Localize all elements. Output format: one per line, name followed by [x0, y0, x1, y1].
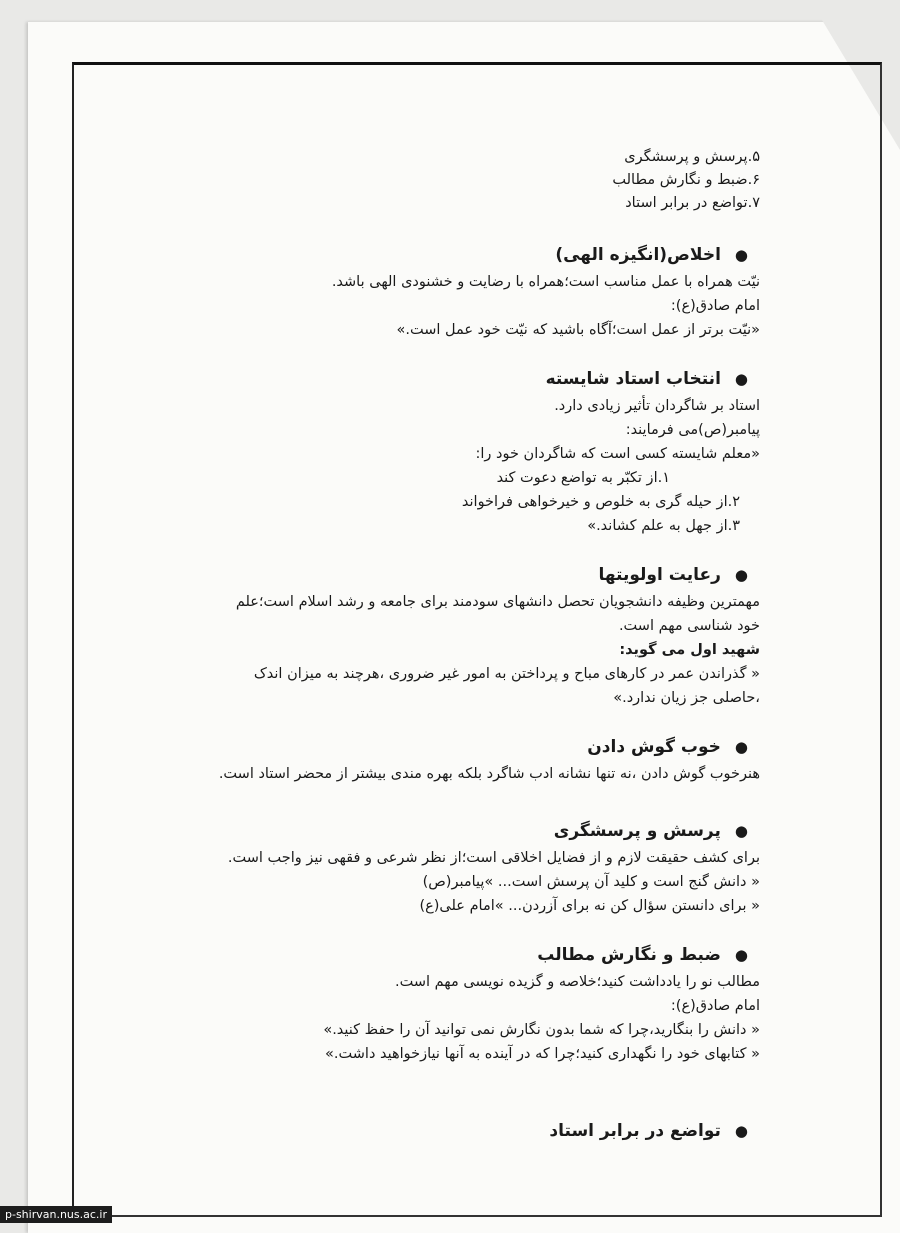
section-heading: ● رعایت اولویتها — [140, 560, 760, 590]
intro-list-item: ۷.تواضع در برابر استاد — [625, 195, 760, 211]
paragraph-line: شهید اول می گوید: — [619, 642, 760, 658]
bullet-icon: ● — [734, 246, 748, 264]
bullet-icon: ● — [734, 822, 748, 840]
section-listening — [140, 732, 760, 786]
section-heading: ● ضبط و نگارش مطالب — [140, 940, 760, 970]
section-choose-teacher — [140, 364, 760, 538]
paragraph-line: مهمترین وظیفه دانشجویان تحصل دانشهای سودمند برای جامعه و رشد اسلام است؛علم — [235, 594, 760, 610]
paragraph-line: مطالب نو را یادداشت کنید؛خلاصه و گزیده نویسی مهم است. — [395, 974, 760, 990]
quote-line: ،حاصلی جز زیان ندارد.» — [613, 690, 760, 706]
section-heading: ● انتخاب استاد شایسته — [140, 364, 760, 394]
bullet-icon: ● — [734, 946, 748, 964]
bullet-icon: ● — [734, 738, 748, 756]
list-line: ۱.از تکبّر به تواضع دعوت کند — [496, 470, 670, 486]
paragraph-line: امام صادق(ع): — [670, 998, 760, 1014]
intro-list-item: ۶.ضبط و نگارش مطالب — [612, 172, 760, 188]
paragraph-line: برای کشف حقیقت لازم و از فضایل اخلاقی است؛از نظر شرعی و فقهی نیز واجب است. — [227, 850, 760, 866]
section-questioning — [140, 816, 760, 918]
list-line: ۳.از جهل به علم کشاند.» — [587, 518, 740, 534]
paragraph-line: پیامبر(ص)می فرمایند: — [625, 422, 760, 438]
section-note-taking — [140, 940, 760, 1066]
bullet-icon: ● — [734, 370, 748, 388]
paragraph-line: امام صادق(ع): — [670, 298, 760, 314]
paragraph-line: هنرخوب گوش دادن ،نه تنها نشانه ادب شاگرد بلکه بهره مندی بیشتر از محضر استاد است. — [218, 766, 760, 782]
intro-list-item: ۵.پرسش و پرسشگری — [624, 149, 760, 165]
bullet-icon: ● — [734, 566, 748, 584]
section-heading: ● خوب گوش دادن — [140, 732, 760, 762]
section-priorities — [140, 560, 760, 710]
paragraph-line: نیّت همراه با عمل مناسب است؛همراه با رضایت و خشنودی الهی باشد. — [331, 274, 760, 290]
section-heading: ● اخلاص(انگیزه الهی) — [140, 240, 760, 270]
quote-line: « گذراندن عمر در کارهای مباح و پرداختن به امور غیر ضروری ،هرچند به میزان اندک — [253, 666, 760, 682]
quote-line: « دانش گنج است و کلید آن پرسش است... »پیامبر(ص) — [422, 874, 760, 890]
quote-line: «معلم شایسته کسی است که شاگردان خود را: — [475, 446, 760, 462]
section-ikhlas — [140, 240, 760, 342]
list-line: ۲.از حیله گری به خلوص و خیرخواهی فراخواند — [461, 494, 740, 510]
section-heading: ● پرسش و پرسشگری — [140, 816, 760, 846]
quote-line: « کتابهای خود را نگهداری کنید؛چرا که در آینده به آنها نیازخواهید داشت.» — [325, 1046, 760, 1062]
section-heading: ● تواضع در برابر استاد — [140, 1116, 760, 1146]
section-humility — [140, 1116, 760, 1146]
site-watermark: p-shirvan.nus.ac.ir — [0, 1206, 112, 1223]
quote-line: « دانش را بنگارید،چرا که شما بدون نگارش نمی توانید آن را حفظ کنید.» — [323, 1022, 760, 1038]
paragraph-line: خود شناسی مهم است. — [618, 618, 760, 634]
quote-line: « برای دانستن سؤال کن نه برای آزردن... »امام علی(ع) — [419, 898, 760, 914]
document-body — [140, 145, 760, 1146]
intro-list — [140, 145, 760, 214]
bullet-icon: ● — [734, 1122, 748, 1140]
paragraph-line: استاد بر شاگردان تأثیر زیادی دارد. — [554, 398, 760, 414]
quote-line: «نیّت برتر از عمل است؛آگاه باشید که نیّت خود عمل است.» — [396, 322, 760, 338]
